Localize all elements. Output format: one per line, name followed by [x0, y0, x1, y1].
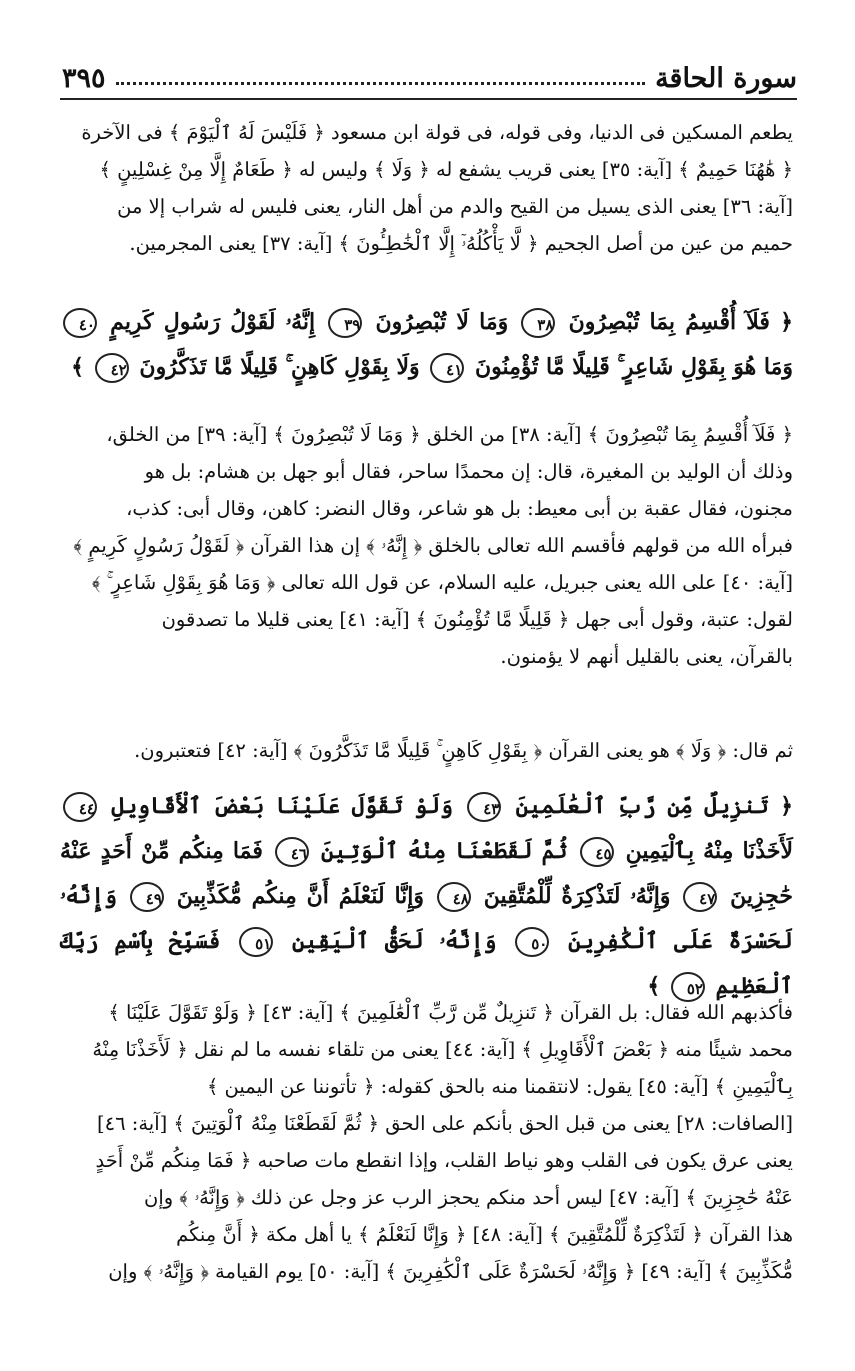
verse-open-bracket: ﴿ — [780, 793, 793, 819]
text-line: ثم قال: ﴿ وَلَا ﴾ هو يعنى القرآن ﴿ بِقَوْلِ كَاهِنٍ ۚ قَلِيلًا مَّا تَذَكَّرُونَ ﴾ [آية: ٤٢] فتعتبرون. — [134, 739, 793, 762]
verse-text: وَلَا بِقَوْلِ كَاهِنٍ ۚ قَلِيلًا مَّا تَذَكَّرُونَ — [139, 354, 420, 380]
text-line: ﴿ فَلَآ أُقْسِمُ بِمَا تُبْصِرُونَ ﴾ [آية: ٣٨] من الخلق ﴿ وَمَا لَا تُبْصِرُونَ ﴾ [آية: ٣٩] من الخلق، — [106, 423, 793, 446]
text-line: هذا القرآن ﴿ لَتَذْكِرَةٌ لِّلْمُتَّقِينَ ﴾ [آية: ٤٨] ﴿ وَإِنَّا لَنَعْلَمُ ﴾ يا أهل مكة ﴿ أَنَّ مِنكُم — [176, 1223, 793, 1246]
commentary-paragraph-1 — [60, 114, 793, 262]
text-line: بالقرآن، يعنى بالقليل أنهم لا يؤمنون. — [500, 645, 793, 668]
page-header — [62, 54, 797, 94]
verse-text: وَمَا لَا تُبْصِرُونَ — [375, 309, 509, 335]
page-number: ٣٩٥ — [62, 63, 106, 94]
text-line: ﴿ هَٰهُنَا حَمِيمٌ ﴾ [آية: ٣٥] يعنى قريب يشفع له ﴿ وَلَا ﴾ وليس له ﴿ طَعَامٌ إِلَّا مِنْ غِسْلِينٍ ﴾ — [99, 158, 793, 181]
verse-text: وَإِنَّهُۥ لَتَذْكِرَةٌ لِّلْمُتَّقِينَ — [483, 883, 671, 909]
verse-text: وَإِنَّا لَنَعْلَمُ أَنَّ مِنكُم مُّكَذِّبِينَ — [176, 883, 425, 909]
verse-number-medallion: ٤٥ — [580, 837, 614, 867]
text-line: بِٱلْيَمِينِ ﴾ [آية: ٤٥] يقول: لانتقمنا منه بالحق كقوله: ﴿ تأتوننا عن اليمين ﴾ — [206, 1075, 793, 1098]
verse-number-medallion: ٤١ — [430, 353, 464, 383]
verse-number-medallion: ٣٩ — [328, 308, 362, 338]
commentary-paragraph-4 — [60, 994, 793, 1290]
verse-text: لَأَخَذْنَا مِنْهُ بِٱلْيَمِينِ — [625, 838, 793, 864]
text-line: [الصافات: ٢٨] يعنى من قبل الحق بأنكم على الحق ﴿ ثُمَّ لَقَطَعْنَا مِنْهُ ٱلْوَتِينَ ﴾ [آية: ٤٦] — [96, 1112, 793, 1135]
quran-verses-block-1 — [60, 300, 793, 390]
text-line: لقول: عتبة، وقول أبى جهل ﴿ قَلِيلًا مَّا تُؤْمِنُونَ ﴾ [آية: ٤١] يعنى قليلا ما تصدقون — [161, 608, 793, 631]
verse-number-medallion: ٥١ — [239, 927, 273, 957]
verse-text: ثُمَّ لَقَطَعْنَا مِنْهُ ٱلْوَتِينَ — [321, 838, 568, 864]
verse-close-bracket: ﴾ — [647, 973, 661, 999]
verse-number-medallion: ٤٠ — [63, 308, 97, 338]
text-line: يطعم المسكين فى الدنيا، وفى قوله، فى قولة ابن مسعود ﴿ فَلَيْسَ لَهُ ٱلْيَوْمَ ﴾ فى الآخرة — [81, 121, 793, 144]
verse-number-medallion: ٤٨ — [437, 882, 471, 912]
verse-number-medallion: ٤٣ — [467, 792, 501, 822]
verse-open-bracket: ﴿ — [780, 309, 793, 335]
verse-text: وَلَوْ تَقَوَّلَ عَلَيْنَا بَعْضَ ٱلْأَقَاوِيلِ — [111, 793, 454, 819]
text-line: وذلك أن الوليد بن المغيرة، قال: إن محمدًا ساحر، فقال أبو جهل بن هشام: بل هو — [144, 460, 793, 483]
text-line: مُّكَذِّبِينَ ﴾ [آية: ٤٩] ﴿ وَإِنَّهُۥ لَحَسْرَةٌ عَلَى ٱلْكَٰفِرِينَ ﴾ [آية: ٥٠] يوم القيامة ﴿ وَإِنَّهُۥ ﴾ وإن — [108, 1260, 793, 1283]
verse-text: وَإِنَّهُۥ لَحَقُّ ٱلْيَقِينِ — [291, 928, 497, 954]
verse-text: وَمَا هُوَ بِقَوْلِ شَاعِرٍ ۚ قَلِيلًا مَّا تُؤْمِنُونَ — [474, 354, 793, 380]
text-line: فأكذبهم الله فقال: بل القرآن ﴿ تَنزِيلٌ مِّن رَّبِّ ٱلْعَٰلَمِينَ ﴾ [آية: ٤٣] ﴿ وَلَوْ تَقَوَّلَ عَلَيْنَا ﴾ — [108, 1001, 793, 1024]
verse-close-bracket: ﴾ — [71, 354, 85, 380]
text-line: فبرأه الله من قولهم فأقسم الله تعالى بالخلق ﴿ إِنَّهُۥ ﴾ إن هذا القرآن ﴿ لَقَوْلُ رَسُولٍ كَرِيمٍ ﴾ — [73, 534, 793, 557]
verse-number-medallion: ٥٢ — [671, 972, 705, 1002]
text-line: مجنون، فقال عقبة بن أبى معيط: بل هو شاعر، وقال النضر: كاهن، وقال أبى: كذب، — [126, 497, 793, 520]
verse-text: فَلَآ أُقْسِمُ بِمَا تُبْصِرُونَ — [568, 309, 770, 335]
verse-number-medallion: ٥٠ — [515, 927, 549, 957]
verse-number-medallion: ٤٤ — [63, 792, 97, 822]
verse-text: إِنَّهُۥ لَقَوْلُ رَسُولٍ كَرِيمٍ — [110, 309, 316, 335]
dotted-leader — [116, 82, 646, 85]
verse-number-medallion: ٤٢ — [95, 353, 129, 383]
quran-verses-block-2 — [60, 784, 793, 1009]
text-line: عَنْهُ حَٰجِزِينَ ﴾ [آية: ٤٧] ليس أحد منكم يحجز الرب عز وجل عن ذلك ﴿ وَإِنَّهُۥ ﴾ وإن — [144, 1186, 793, 1209]
surah-title: سورة الحاقة — [655, 63, 797, 94]
text-line: يعنى عرق يكون فى القلب وهو نياط القلب، وإذا انقطع مات صاحبه ﴿ فَمَا مِنكُم مِّنْ أَحَدٍ — [95, 1149, 793, 1172]
verse-text: فَمَا مِنكُم مِّنْ أَحَدٍ عَنْهُ حَٰجِزِينَ — [60, 838, 793, 909]
verse-number-medallion: ٤٩ — [130, 882, 164, 912]
commentary-paragraph-2 — [60, 416, 793, 675]
verse-text: تَنزِيلٌ مِّن رَّبِّ ٱلْعَٰلَمِينَ — [515, 793, 769, 819]
text-line: [آية: ٣٦] يعنى الذى يسيل من القيح والدم من أهل النار، يعنى فليس له شراب إلا من — [117, 195, 793, 218]
commentary-paragraph-3 — [60, 732, 793, 769]
header-rule — [60, 98, 797, 100]
verse-text: وَإِنَّهُۥ لَحَسْرَةٌ عَلَى ٱلْكَٰفِرِينَ — [60, 883, 793, 954]
verse-number-medallion: ٣٨ — [521, 308, 555, 338]
text-line: حميم من عين من أصل الجحيم ﴿ لَّا يَأْكُلُهُۥٓ إِلَّا ٱلْخَٰطِـُٔونَ ﴾ [آية: ٣٧] يعنى المجرمين. — [129, 232, 793, 255]
text-line: محمد شيئًا منه ﴿ بَعْضَ ٱلْأَقَاوِيلِ ﴾ [آية: ٤٤] يعنى من تلقاء نفسه ما لم نقل ﴿ لَأَخَذْنَا مِنْهُ — [92, 1038, 793, 1061]
verse-number-medallion: ٤٦ — [275, 837, 309, 867]
verse-text: فَسَبِّحْ بِٱسْمِ رَبِّكَ ٱلْعَظِيمِ — [60, 928, 793, 999]
text-line: [آية: ٤٠] على الله يعنى جبريل، عليه السلام، عن قول الله تعالى ﴿ وَمَا هُوَ بِقَوْلِ شَاعِرٍ ۚ ﴾ — [91, 571, 793, 594]
verse-number-medallion: ٤٧ — [683, 882, 717, 912]
